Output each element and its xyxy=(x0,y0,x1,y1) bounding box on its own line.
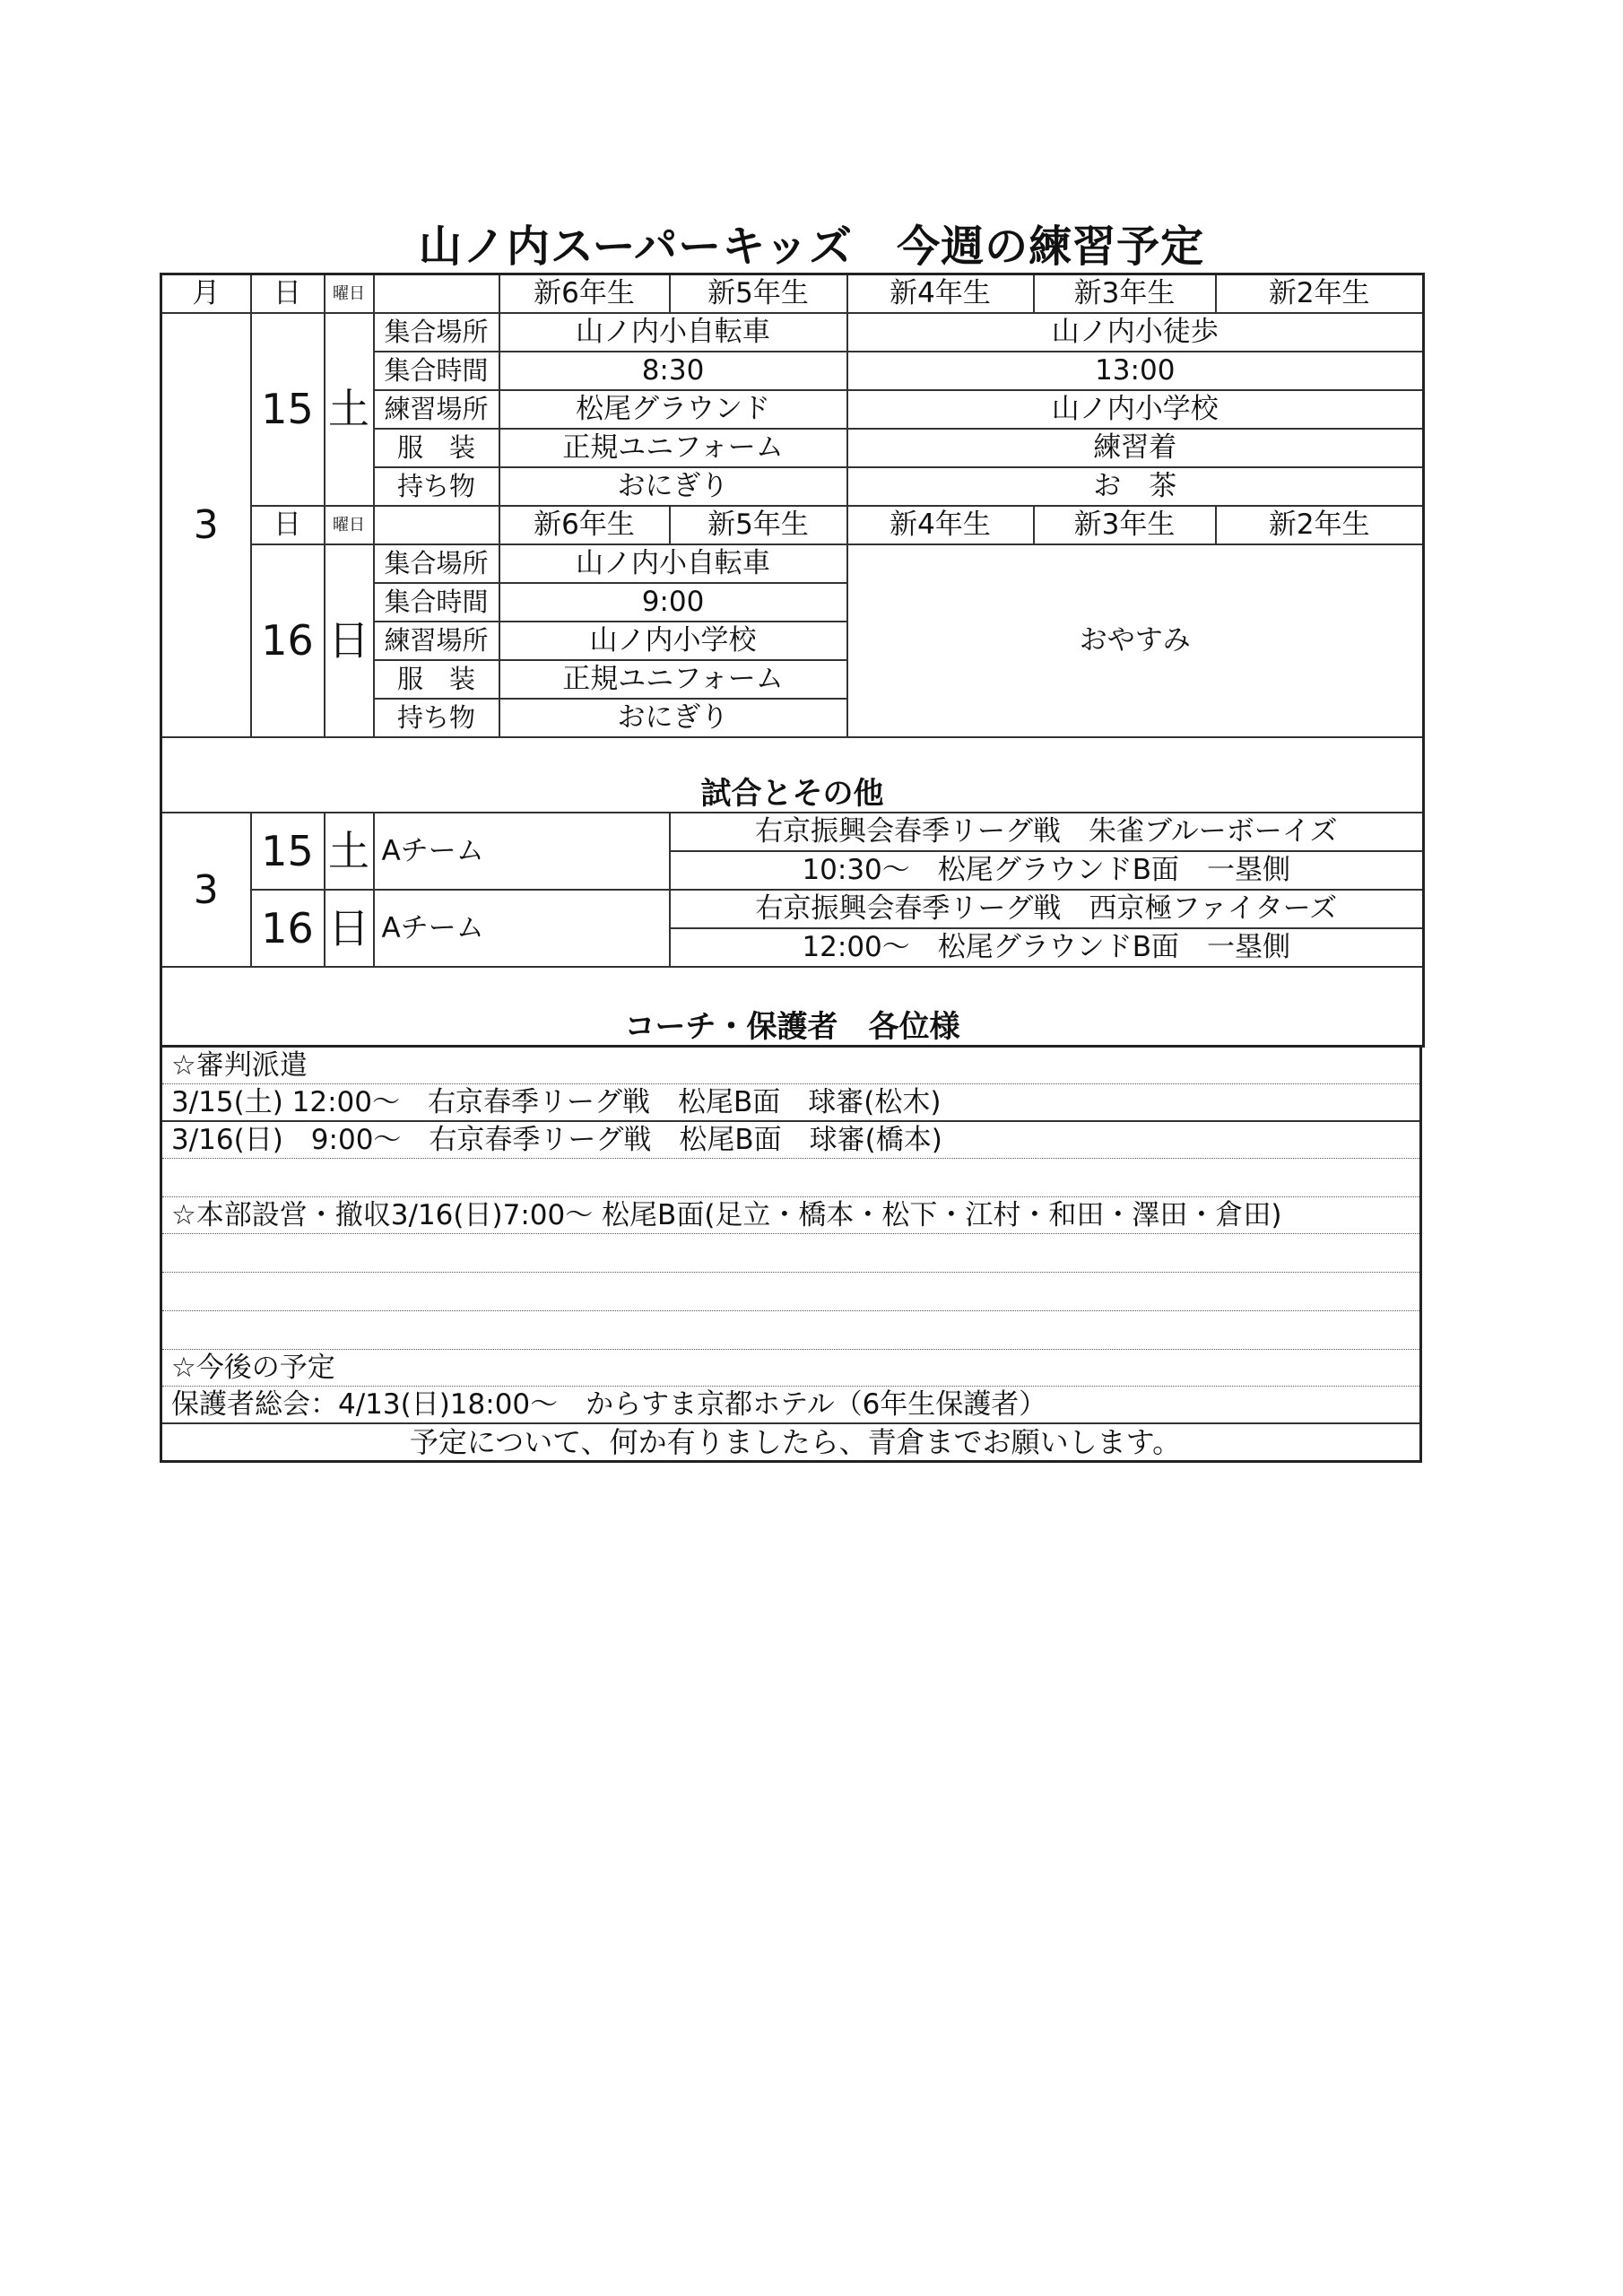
game-line: 右京振興会春季リーグ戦 朱雀ブルーボーイズ xyxy=(670,813,1424,851)
cell-lower: お 茶 xyxy=(847,467,1424,506)
row-label: 集合時間 xyxy=(374,583,499,622)
cell-upper: 正規ユニフォーム xyxy=(499,660,847,699)
cell-upper: おにぎり xyxy=(499,467,847,506)
cell-upper: 8:30 xyxy=(499,352,847,390)
grade-header: 新4年生 xyxy=(847,274,1034,314)
row-label: 持ち物 xyxy=(374,699,499,737)
row-label: 練習場所 xyxy=(374,622,499,660)
game-line: 10:30～ 松尾グラウンドB面 一塁側 xyxy=(670,851,1424,890)
game-line: 12:00～ 松尾グラウンドB面 一塁側 xyxy=(670,928,1424,967)
day-header: 日 xyxy=(251,274,325,314)
grade-header: 新2年生 xyxy=(1216,506,1424,544)
schedule-table xyxy=(160,273,1425,1048)
grade-header: 新3年生 xyxy=(1034,506,1216,544)
grade-header: 新5年生 xyxy=(670,274,847,314)
game-weekday: 日 xyxy=(325,890,374,967)
grade-header: 新2年生 xyxy=(1216,274,1424,314)
cell-upper: 山ノ内小自転車 xyxy=(499,544,847,583)
future-line: 保護者総会：4/13(日)18:00～ からすま京都ホテル（6年生保護者） xyxy=(162,1387,1419,1424)
day-weekday: 土 xyxy=(325,313,374,506)
row-label: 服 装 xyxy=(374,429,499,467)
grade-header: 新4年生 xyxy=(847,506,1034,544)
day-date: 15 xyxy=(251,313,325,506)
blank-line xyxy=(162,1273,1419,1311)
umpire-line: 3/15(土) 12:00～ 右京春季リーグ戦 松尾B面 球審(松木) xyxy=(162,1084,1419,1122)
game-team: Aチーム xyxy=(374,813,670,890)
header-row xyxy=(161,506,1424,544)
notes-section xyxy=(160,1048,1422,1463)
row-label: 集合場所 xyxy=(374,544,499,583)
grade-header: 新3年生 xyxy=(1034,274,1216,314)
cell-lower: 13:00 xyxy=(847,352,1424,390)
grade-header: 新5年生 xyxy=(670,506,847,544)
umpire-line: 3/16(日) 9:00～ 右京春季リーグ戦 松尾B面 球審(橋本) xyxy=(162,1122,1419,1159)
row-label: 持ち物 xyxy=(374,467,499,506)
day-off-cell: おやすみ xyxy=(847,544,1424,737)
practice-month: 3 xyxy=(161,313,251,737)
games-month: 3 xyxy=(161,813,251,967)
cell-lower: 山ノ内小徒歩 xyxy=(847,313,1424,352)
hq-line: ☆本部設営・撤収3/16(日)7:00～ 松尾B面(足立・橋本・松下・江村・和田・澤田・倉田) xyxy=(162,1197,1419,1234)
header-row xyxy=(161,274,1424,314)
umpire-title: ☆審判派遣 xyxy=(162,1048,1419,1084)
row-label: 練習場所 xyxy=(374,390,499,429)
cell-upper: おにぎり xyxy=(499,699,847,737)
day-date: 16 xyxy=(251,544,325,737)
game-weekday: 土 xyxy=(325,813,374,890)
blank-line xyxy=(162,1234,1419,1273)
day-header: 日 xyxy=(251,506,325,544)
blank-line xyxy=(162,1159,1419,1197)
games-heading: 試合とその他 xyxy=(161,737,1424,813)
row-label: 服 装 xyxy=(374,660,499,699)
cell-upper: 松尾グラウンド xyxy=(499,390,847,429)
coaches-heading: コーチ・保護者 各位様 xyxy=(161,967,1424,1047)
game-date: 16 xyxy=(251,890,325,967)
cell-upper: 山ノ内小自転車 xyxy=(499,313,847,352)
closing-line: 予定について、何か有りましたら、青倉までお願いします。 xyxy=(409,1425,1182,1459)
page-title: 山ノ内スーパーキッズ 今週の練習予定 xyxy=(418,222,1205,272)
future-title: ☆今後の予定 xyxy=(162,1350,1419,1387)
weekday-header: 曜日 xyxy=(325,274,374,314)
cell-upper: 正規ユニフォーム xyxy=(499,429,847,467)
cell-lower: 山ノ内小学校 xyxy=(847,390,1424,429)
blank-line xyxy=(162,1311,1419,1350)
cell-lower: 練習着 xyxy=(847,429,1424,467)
day-weekday: 日 xyxy=(325,544,374,737)
row-label: 集合時間 xyxy=(374,352,499,390)
month-header: 月 xyxy=(161,274,251,314)
game-line: 右京振興会春季リーグ戦 西京極ファイターズ xyxy=(670,890,1424,928)
game-date: 15 xyxy=(251,813,325,890)
cell-upper: 山ノ内小学校 xyxy=(499,622,847,660)
grade-header: 新6年生 xyxy=(499,506,670,544)
row-label: 集合場所 xyxy=(374,313,499,352)
game-team: Aチーム xyxy=(374,890,670,967)
cell-upper: 9:00 xyxy=(499,583,847,622)
weekday-header: 曜日 xyxy=(325,506,374,544)
grade-header: 新6年生 xyxy=(499,274,670,314)
